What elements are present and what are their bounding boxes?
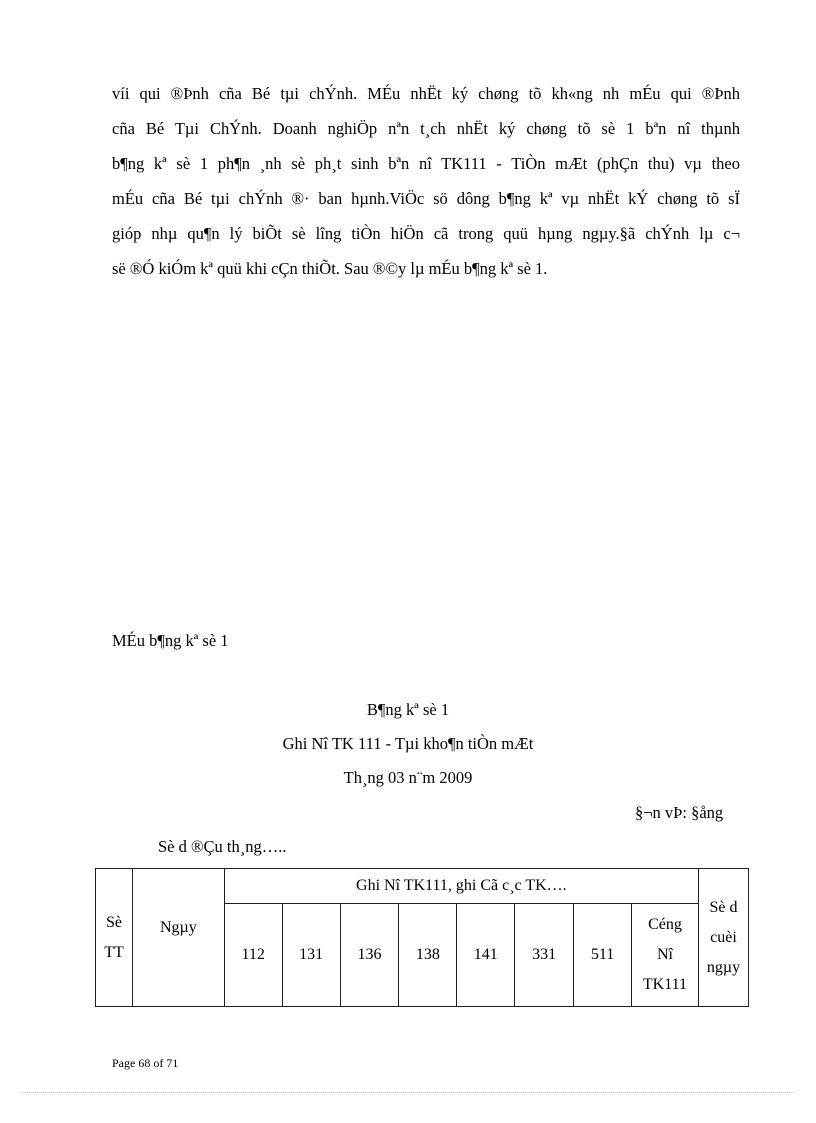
body-paragraph bbox=[112, 76, 740, 286]
page-footer: Page 68 of 71 bbox=[112, 1056, 179, 1070]
ledger-table bbox=[95, 868, 749, 1007]
paragraph-line: së ®Ó kiÓm kª quü khi cÇn thiÕt. Sau ®©y lµ mÉu b¶ng kª sè 1. bbox=[112, 259, 548, 278]
document-title: B¶ng kª sè 1 bbox=[366, 700, 450, 719]
header-debit-group: Ghi Nî TK111, ghi Cã c¸c TK…. bbox=[224, 869, 698, 904]
header-account: 112 bbox=[224, 904, 282, 1007]
paragraph-line: cña Bé Tµi ChÝnh. Doanh nghiÖp nªn t¸ch nhËt ký chøng tõ sè 1 bªn nî thµnh bbox=[112, 119, 740, 138]
sample-label: MÉu b¶ng kª sè 1 bbox=[112, 631, 229, 650]
header-account: 141 bbox=[457, 904, 515, 1007]
header-date: Ngµy bbox=[132, 869, 224, 1007]
document-period: Th¸ng 03 n¨m 2009 bbox=[343, 768, 473, 787]
paragraph-line: mÉu cña Bé tµi chÝnh ®· ban hµnh.ViÖc sö dông b¶ng kª vµ nhËt kÝ chøng tõ sÏ bbox=[112, 189, 740, 208]
document-subtitle: Ghi Nî TK 111 - Tµi kho¶n tiÒn mÆt bbox=[282, 734, 534, 753]
header-closing-balance: Sè d cuèi ngµy bbox=[698, 869, 748, 1007]
header-account: 131 bbox=[282, 904, 340, 1007]
header-account: 136 bbox=[340, 904, 399, 1007]
currency-unit: §¬n vÞ: §ång bbox=[635, 803, 724, 822]
header-account: 331 bbox=[515, 904, 574, 1007]
paragraph-line: gióp nhµ qu¶n lý biÕt sè lîng tiÒn hiÖn cã trong quü hµng ngµy.§ã chÝnh lµ c¬ bbox=[112, 224, 740, 243]
header-account: 511 bbox=[574, 904, 632, 1007]
page-divider bbox=[20, 1092, 796, 1093]
header-total-debit: Céng Nî TK111 bbox=[632, 904, 699, 1007]
header-account: 138 bbox=[399, 904, 457, 1007]
opening-balance: Sè d ®Çu th¸ng….. bbox=[158, 837, 287, 856]
paragraph-line: víi qui ®Þnh cña Bé tµi chÝnh. MÉu nhËt ký chøng tõ kh«ng nh mÉu qui ®Þnh bbox=[112, 84, 740, 103]
paragraph-line: b¶ng kª sè 1 ph¶n ¸nh sè ph¸t sinh bªn nî TK111 - TiÒn mÆt (phÇn thu) vµ theo bbox=[112, 154, 740, 173]
header-stt: Sè TT bbox=[96, 869, 133, 1007]
